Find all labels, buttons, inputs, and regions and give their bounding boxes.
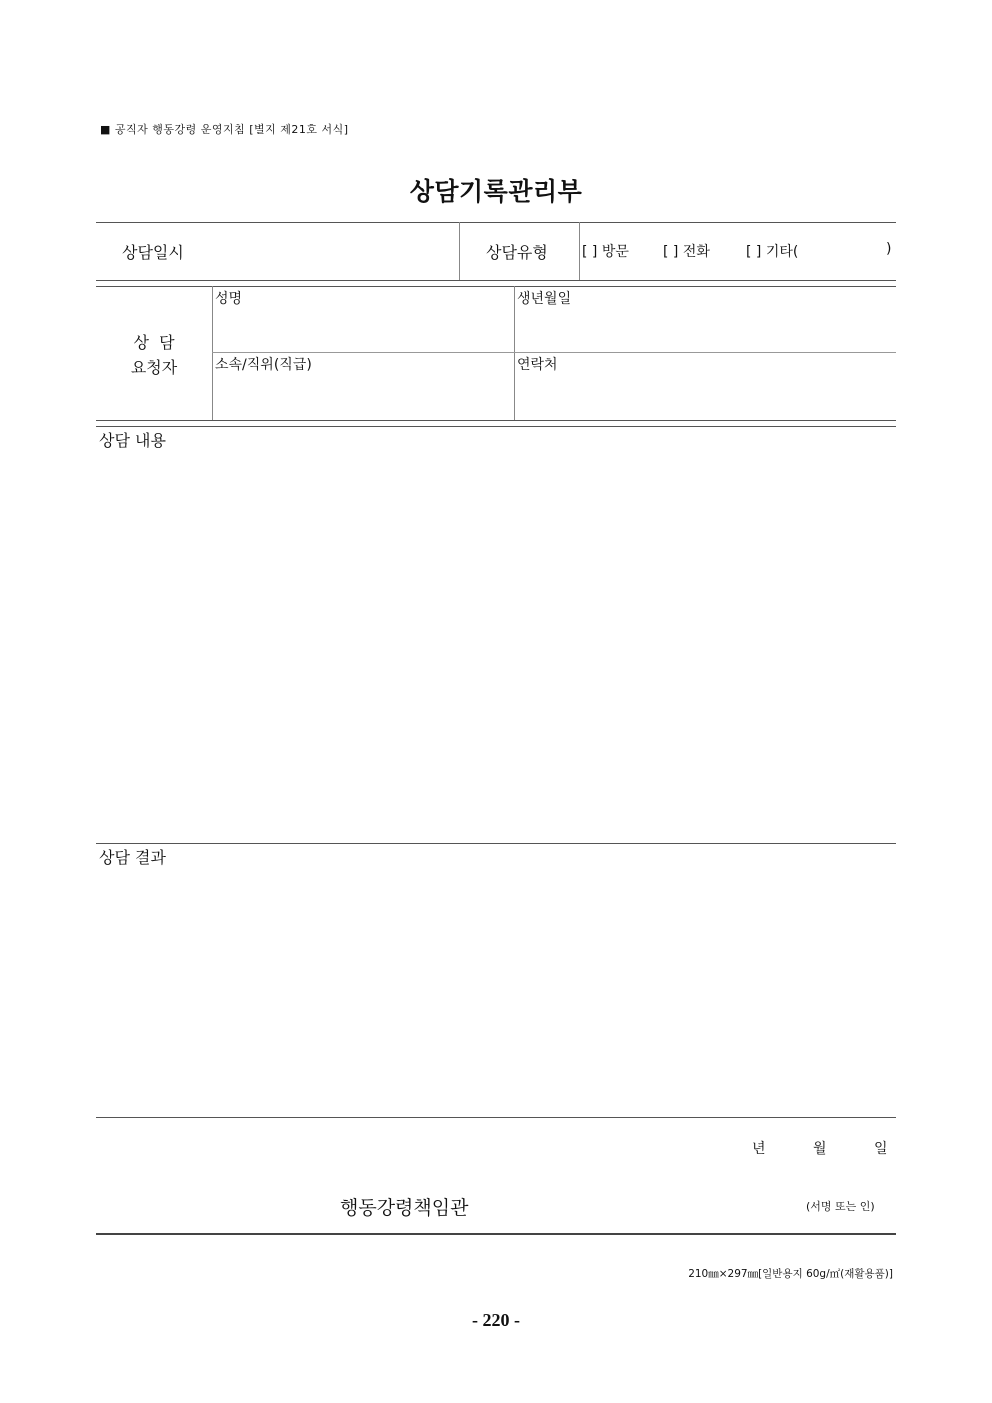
name-label: 성명 xyxy=(215,291,243,307)
consultation-datetime-label: 상담일시 xyxy=(122,243,184,262)
requester-mid-border xyxy=(212,352,896,353)
divider xyxy=(514,286,515,420)
row-border xyxy=(96,843,896,844)
consultation-content-area[interactable] xyxy=(96,452,896,838)
table-top-border xyxy=(96,222,896,223)
row-border-double xyxy=(96,426,896,427)
consultation-datetime-field[interactable] xyxy=(214,228,454,274)
birthdate-field[interactable] xyxy=(516,308,892,348)
requester-label-line2: 요청자 xyxy=(130,358,178,377)
contact-label: 연락처 xyxy=(517,357,558,373)
signature-field[interactable] xyxy=(500,1188,790,1224)
day-label: 일 xyxy=(874,1141,888,1157)
contact-field[interactable] xyxy=(516,374,892,416)
table-bottom-border xyxy=(96,1233,896,1235)
consultation-result-label: 상담 결과 xyxy=(99,848,166,867)
divider xyxy=(579,222,580,280)
birthdate-label: 생년월일 xyxy=(517,291,572,307)
month-label: 월 xyxy=(813,1141,827,1157)
signature-hint: (서명 또는 인) xyxy=(806,1200,875,1213)
consultation-result-area[interactable] xyxy=(96,870,896,1112)
form-reference-note: ■ 공직자 행동강령 운영지침 [별지 제21호 서식] xyxy=(100,123,349,136)
requester-label-line1: 상 담 xyxy=(133,333,175,352)
page-title: 상담기록관리부 xyxy=(409,177,583,206)
row-border-double xyxy=(96,286,896,287)
divider xyxy=(212,286,213,420)
name-field[interactable] xyxy=(214,308,510,348)
option-phone[interactable]: [ ] 전화 xyxy=(663,244,710,260)
option-other-input[interactable] xyxy=(815,236,883,264)
option-other-close: ) xyxy=(886,241,892,257)
divider xyxy=(459,222,460,280)
consultation-content-label: 상담 내용 xyxy=(99,431,166,450)
affiliation-field[interactable] xyxy=(214,374,510,416)
row-border xyxy=(96,420,896,421)
page-number: - 220 - xyxy=(472,1310,520,1330)
year-label: 년 xyxy=(752,1141,766,1157)
option-other[interactable]: [ ] 기타( xyxy=(746,244,799,260)
row-border xyxy=(96,1117,896,1118)
row-border xyxy=(96,280,896,281)
ethics-officer-label: 행동강령책임관 xyxy=(340,1197,469,1219)
option-visit[interactable]: [ ] 방문 xyxy=(582,244,629,260)
consultation-type-label: 상담유형 xyxy=(486,243,548,262)
paper-spec: 210㎜×297㎜[일반용지 60g/㎡(재활용품)] xyxy=(688,1268,893,1280)
affiliation-label: 소속/직위(직급) xyxy=(215,357,312,373)
